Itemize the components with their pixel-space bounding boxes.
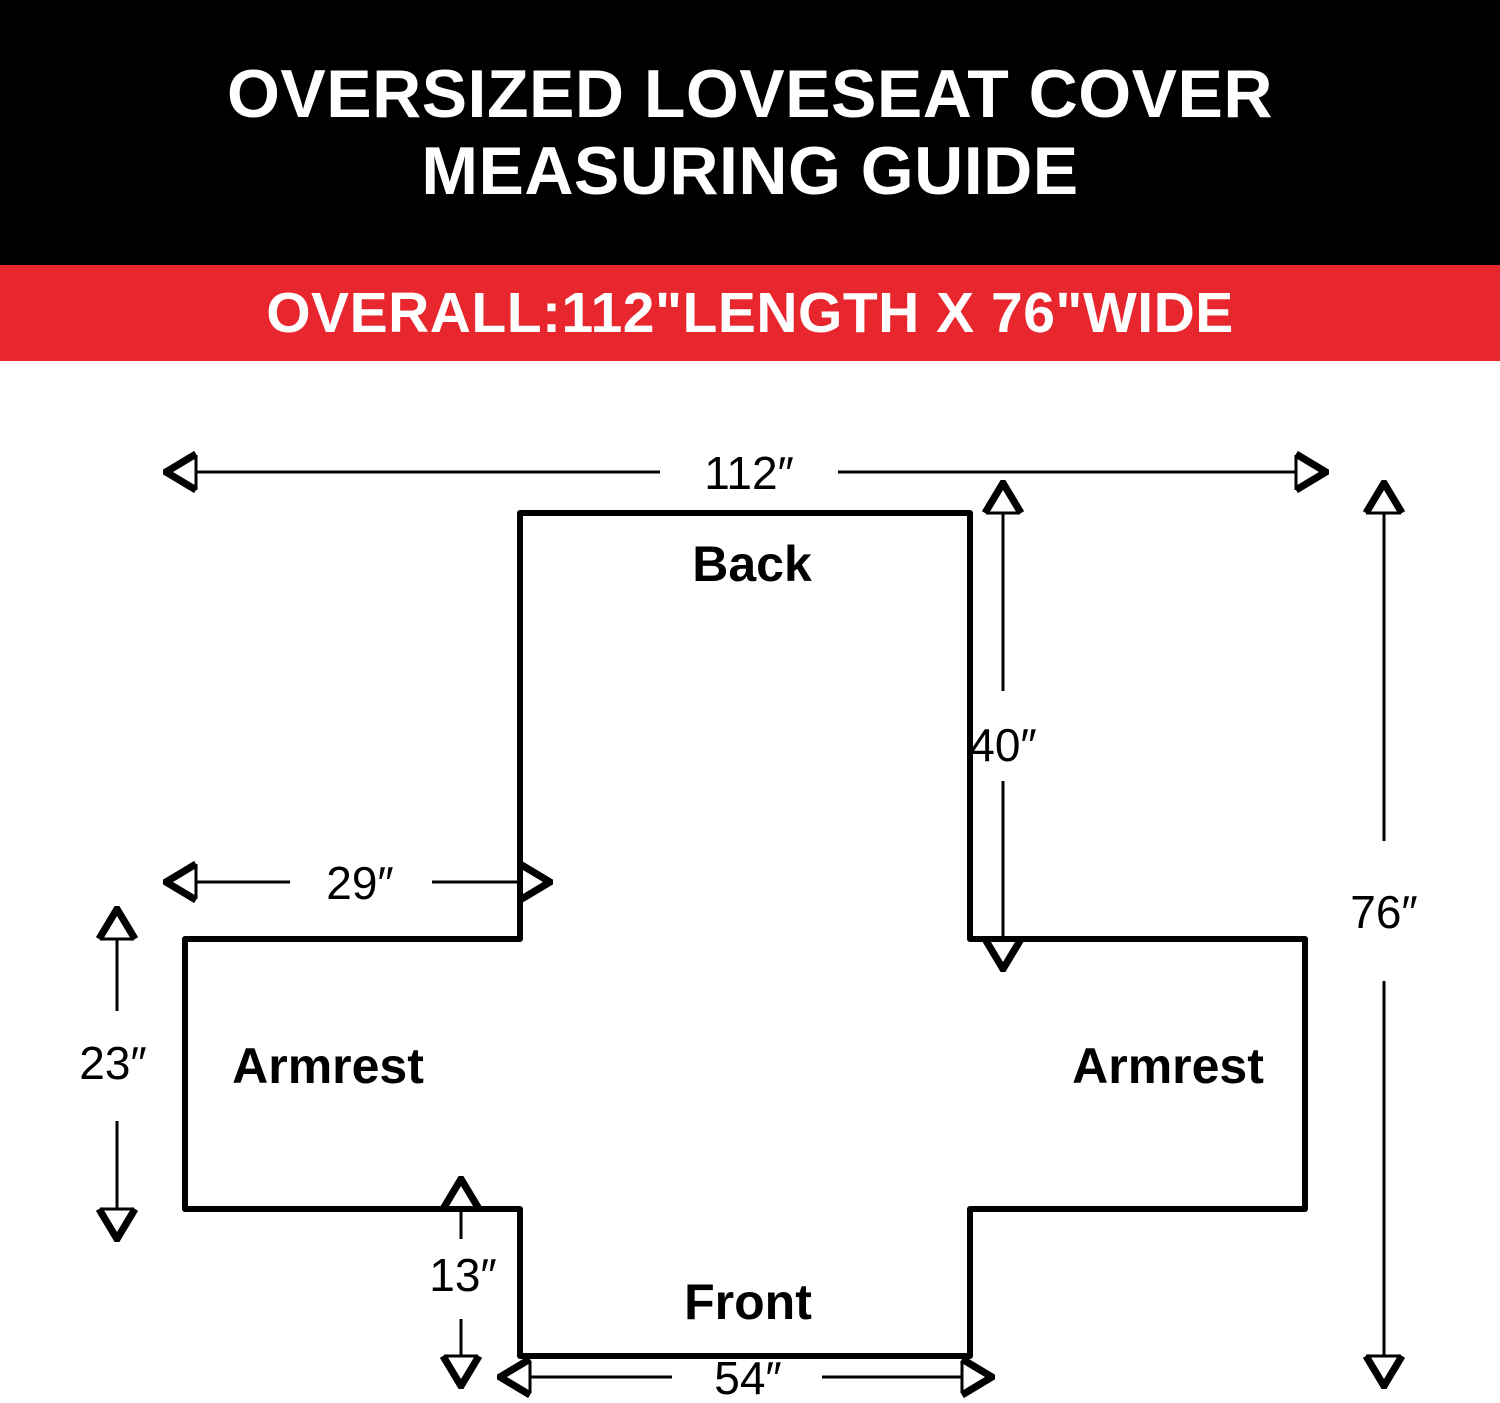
dimension-armrest-width (79, 939, 146, 1209)
dimension-overall-width (1350, 513, 1417, 1356)
overall-dimensions-text: OVERALL:112"LENGTH X 76"WIDE (266, 281, 1234, 345)
dimension-armrest-length (196, 857, 520, 909)
dimension-back-height (969, 513, 1036, 939)
page-title (187, 56, 1313, 208)
dimension-label-23: 23″ (79, 1037, 147, 1089)
header-red-bar (0, 265, 1500, 361)
label-front: Front (684, 1274, 812, 1330)
dimension-label-40: 40″ (969, 719, 1037, 771)
label-armrest-left: Armrest (232, 1038, 424, 1094)
dimension-label-54: 54″ (714, 1352, 782, 1403)
dimension-front-flap (429, 1209, 496, 1356)
dimension-label-76: 76″ (1350, 886, 1418, 938)
dimension-label-13: 13″ (429, 1249, 497, 1301)
label-armrest-right: Armrest (1072, 1038, 1264, 1094)
header-black-bar (0, 0, 1500, 265)
dimension-label-29: 29″ (326, 857, 394, 909)
dimension-label-112: 112″ (704, 447, 794, 499)
page-title-line-2: MEASURING GUIDE (421, 132, 1079, 209)
dimension-overall-length (196, 447, 1296, 499)
measuring-diagram (0, 361, 1500, 1403)
dimension-seat-width (530, 1352, 962, 1403)
page-title-line-1: OVERSIZED LOVESEAT COVER (226, 56, 1273, 133)
cover-shape (185, 513, 1305, 1356)
label-back: Back (692, 536, 812, 592)
